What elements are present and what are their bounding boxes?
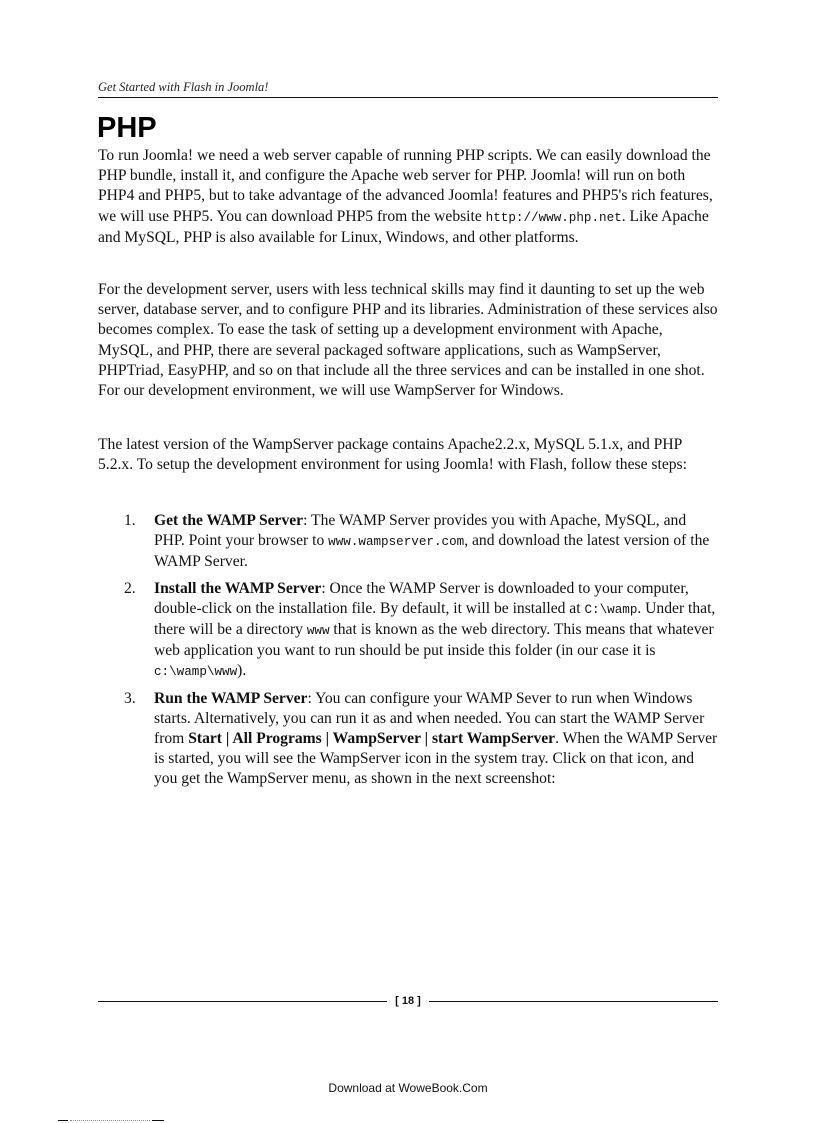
step-text: that is known as the web directory. This means that whatever web application you want to run should be put inside this folder (in our case it is bbox=[154, 621, 714, 660]
download-watermark: Download at WoweBook.Com bbox=[328, 1081, 488, 1095]
running-header-title: Get Started with Flash in Joomla! bbox=[98, 80, 269, 94]
wamp-path-code: C:\wamp bbox=[584, 602, 638, 617]
step-text: . Under that, there will be a directory bbox=[154, 599, 716, 639]
running-header bbox=[98, 80, 718, 98]
scan-mark-right bbox=[152, 1120, 164, 1121]
paragraph-wampserver-version: The latest version of the WampServer package contains Apache2.2.x, MySQL 5.1.x, and PHP 5.2.x. To setup the development environment for using Joomla! with Flash, follow these steps: bbox=[98, 436, 687, 474]
step-text: : The WAMP Server provides you with Apache, MySQL, and PHP. Point your browser to bbox=[154, 512, 687, 550]
step-item-run-wamp bbox=[98, 689, 718, 790]
steps-list bbox=[98, 511, 718, 796]
step-number: 3. bbox=[124, 689, 136, 707]
step-item-get-wamp bbox=[98, 511, 718, 573]
paragraph-intro-text-end: . Like Apache and MySQL, PHP is also available for Linux, Windows, and other platforms. bbox=[98, 207, 709, 246]
step-text-end: . When the WAMP Server is started, you will see the WampServer icon in the system tray. Click on that icon, and you get the WampServer menu, as shown in the next screenshot: bbox=[154, 730, 718, 788]
wampserver-url-code: www.wampserver.com bbox=[328, 535, 465, 550]
step-title: Run the WAMP Server bbox=[154, 689, 308, 707]
step-text: : Once the WAMP Server is downloaded to your computer, double-click on the installation file. By default, it will be installed at bbox=[154, 579, 689, 617]
menu-path: Start | All Programs | WampServer | start WampServer bbox=[188, 730, 556, 748]
php-url-code: http://www.php.net bbox=[485, 210, 622, 225]
footer-rule-left bbox=[98, 1001, 387, 1002]
page-footer bbox=[98, 993, 718, 1009]
page-number: [ 18 ] bbox=[395, 995, 421, 1007]
scan-mark-left bbox=[58, 1120, 68, 1121]
scan-mark-dotted bbox=[70, 1120, 150, 1121]
step-text: : You can configure your WAMP Sever to run when Windows starts. Alternatively, you can run it as and when needed. You can start the WAMP Server from bbox=[154, 689, 705, 748]
step-item-install-wamp bbox=[98, 579, 718, 683]
footer-rule-right bbox=[429, 1001, 718, 1002]
paragraph-intro bbox=[98, 146, 718, 248]
www-path-code: c:\wamp\www bbox=[154, 665, 238, 680]
step-number: 1. bbox=[124, 512, 136, 529]
section-heading: PHP bbox=[97, 112, 157, 144]
step-text-end: ). bbox=[237, 662, 247, 680]
www-directory-code: www bbox=[306, 624, 330, 639]
step-number: 2. bbox=[124, 579, 136, 597]
step-text-end: , and download the latest version of the WAMP Server. bbox=[154, 532, 710, 571]
step-title: Install the WAMP Server bbox=[154, 579, 322, 597]
paragraph-development-server: For the development server, users with less technical skills may find it daunting to set up the web server, database server, and to configure PHP and its libraries. Administration of these services also becomes complex. To ease the task of setting up a development environment with Apache, MySQL, and PHP, there are several packaged software applications, such as WampServer, PHPTriad, EasyPHP, and so on that include all the three services and can be installed in one shot. For our development environment, we will use WampServer for Windows. bbox=[98, 281, 718, 400]
paragraph-intro-text: To run Joomla! we need a web server capable of running PHP scripts. We can easily download the PHP bundle, install it, and configure the Apache web server for PHP. Joomla! will run on both PHP4 and PHP5, but to take advantage of the advanced Joomla! features and PHP5's rich features, we will use PHP5. You can download PHP5 from the website bbox=[98, 147, 713, 225]
step-title: Get the WAMP Server bbox=[154, 512, 304, 529]
